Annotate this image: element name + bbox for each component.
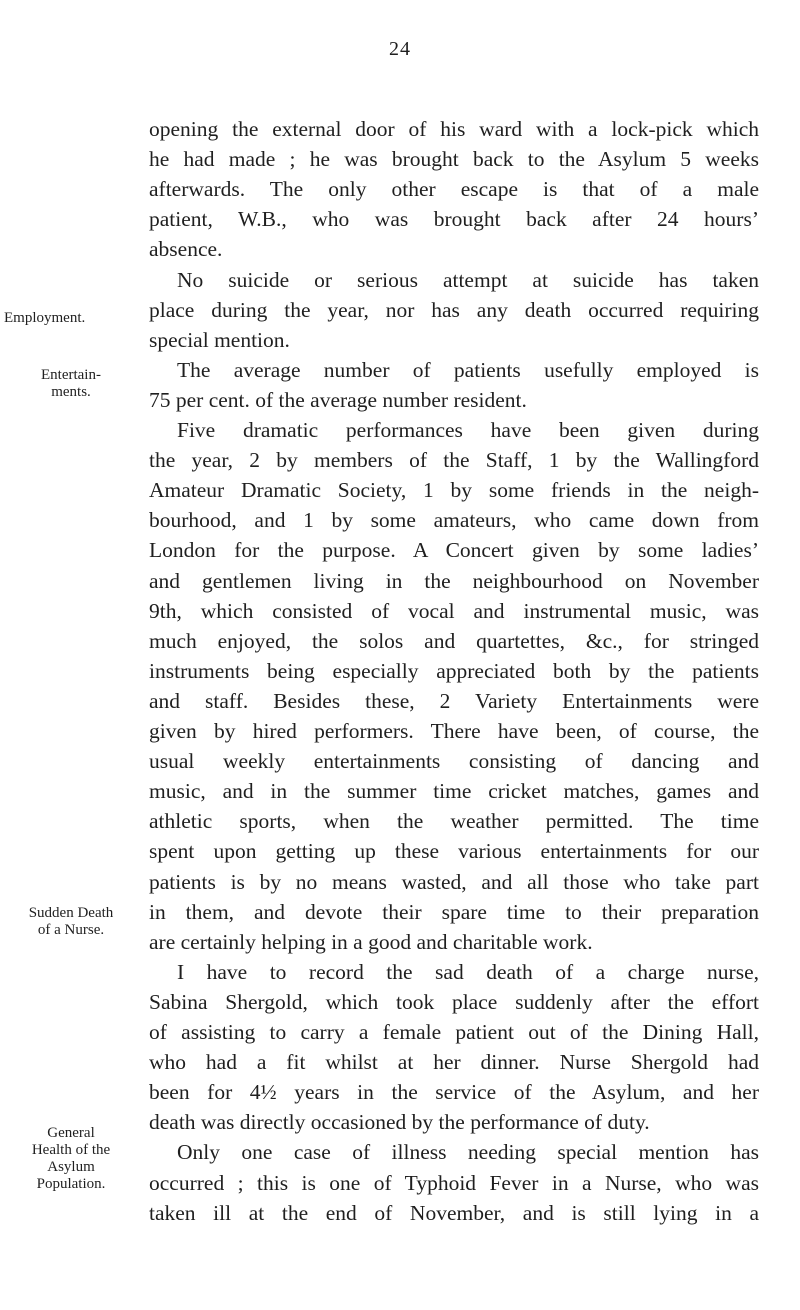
margin-note-line: General: [47, 1125, 95, 1141]
margin-note-line: ments.: [51, 384, 91, 400]
body-line: Only one case of illness needing special mention has: [177, 1140, 759, 1164]
body-line: death was directly occasioned by the performance of duty.: [149, 1110, 650, 1134]
body-line: he had made ; he was brought back to the Asylum 5 weeks: [149, 147, 759, 171]
body-line: instruments being especially appreciated both by the patients: [149, 659, 759, 683]
body-line: patient, W.B., who was brought back after 24 hours’: [149, 207, 759, 231]
margin-note-line: Sudden Death: [28, 905, 114, 921]
margin-note-general-health: [4, 1125, 138, 1193]
body-line: and gentlemen living in the neighbourhood on November: [149, 569, 759, 593]
margin-note-line: Asylum: [47, 1159, 95, 1175]
body-line: Amateur Dramatic Society, 1 by some friends in the neigh-: [149, 478, 759, 502]
body-line: London for the purpose. A Concert given by some ladies’: [149, 538, 759, 562]
body-line: bourhood, and 1 by some amateurs, who came down from: [149, 508, 759, 532]
body-line: in them, and devote their spare time to their preparation: [149, 900, 759, 924]
body-line: who had a fit whilst at her dinner. Nurse Shergold had: [149, 1050, 759, 1074]
body-line: are certainly helping in a good and charitable work.: [149, 930, 593, 954]
body-line: music, and in the summer time cricket matches, games and: [149, 779, 759, 803]
body-line: 75 per cent. of the average number resident.: [149, 388, 527, 412]
margin-note-line: Health of the: [31, 1142, 111, 1158]
body-line: occurred ; this is one of Typhoid Fever in a Nurse, who was: [149, 1171, 759, 1195]
body-line: much enjoyed, the solos and quartettes, &c., for stringed: [149, 629, 759, 653]
body-line: usual weekly entertainments consisting of dancing and: [149, 749, 759, 773]
margin-note-line: Entertain-: [41, 367, 101, 383]
margin-note-line: of a Nurse.: [37, 922, 105, 938]
margin-note-line: Population.: [36, 1176, 106, 1192]
body-line: Sabina Shergold, which took place suddenly after the effort: [149, 990, 759, 1014]
body-line: Five dramatic performances have been given during: [177, 418, 759, 442]
body-line: athletic sports, when the weather permitted. The time: [149, 809, 759, 833]
body-line: spent upon getting up these various entertainments for our: [149, 839, 759, 863]
body-line: special mention.: [149, 328, 290, 352]
body-line: of assisting to carry a female patient out of the Dining Hall,: [149, 1020, 759, 1044]
body-line: afterwards. The only other escape is that of a male: [149, 177, 759, 201]
body-line: absence.: [149, 237, 223, 261]
margin-note-line: Employment.: [4, 310, 86, 326]
body-line: place during the year, nor has any death occurred requiring: [149, 298, 759, 322]
body-line: and staff. Besides these, 2 Variety Entertainments were: [149, 689, 759, 713]
margin-note-entertainments: [4, 367, 138, 401]
body-line: I have to record the sad death of a charge nurse,: [177, 960, 759, 984]
margin-note-sudden-death: [4, 905, 138, 939]
body-line: been for 4½ years in the service of the Asylum, and her: [149, 1080, 759, 1104]
body-line: patients is by no means wasted, and all those who take part: [149, 870, 759, 894]
body-line: 9th, which consisted of vocal and instrumental music, was: [149, 599, 759, 623]
body-line: The average number of patients usefully employed is: [177, 358, 759, 382]
body-line: opening the external door of his ward with a lock-pick which: [149, 117, 759, 141]
body-line: No suicide or serious attempt at suicide has taken: [177, 268, 759, 292]
body-line: taken ill at the end of November, and is still lying in a: [149, 1201, 759, 1225]
body-line: the year, 2 by members of the Staff, 1 by the Wallingford: [149, 448, 759, 472]
page-number: 24: [389, 38, 411, 60]
body-line: given by hired performers. There have been, of course, the: [149, 719, 759, 743]
margin-note-employment: [4, 310, 138, 327]
